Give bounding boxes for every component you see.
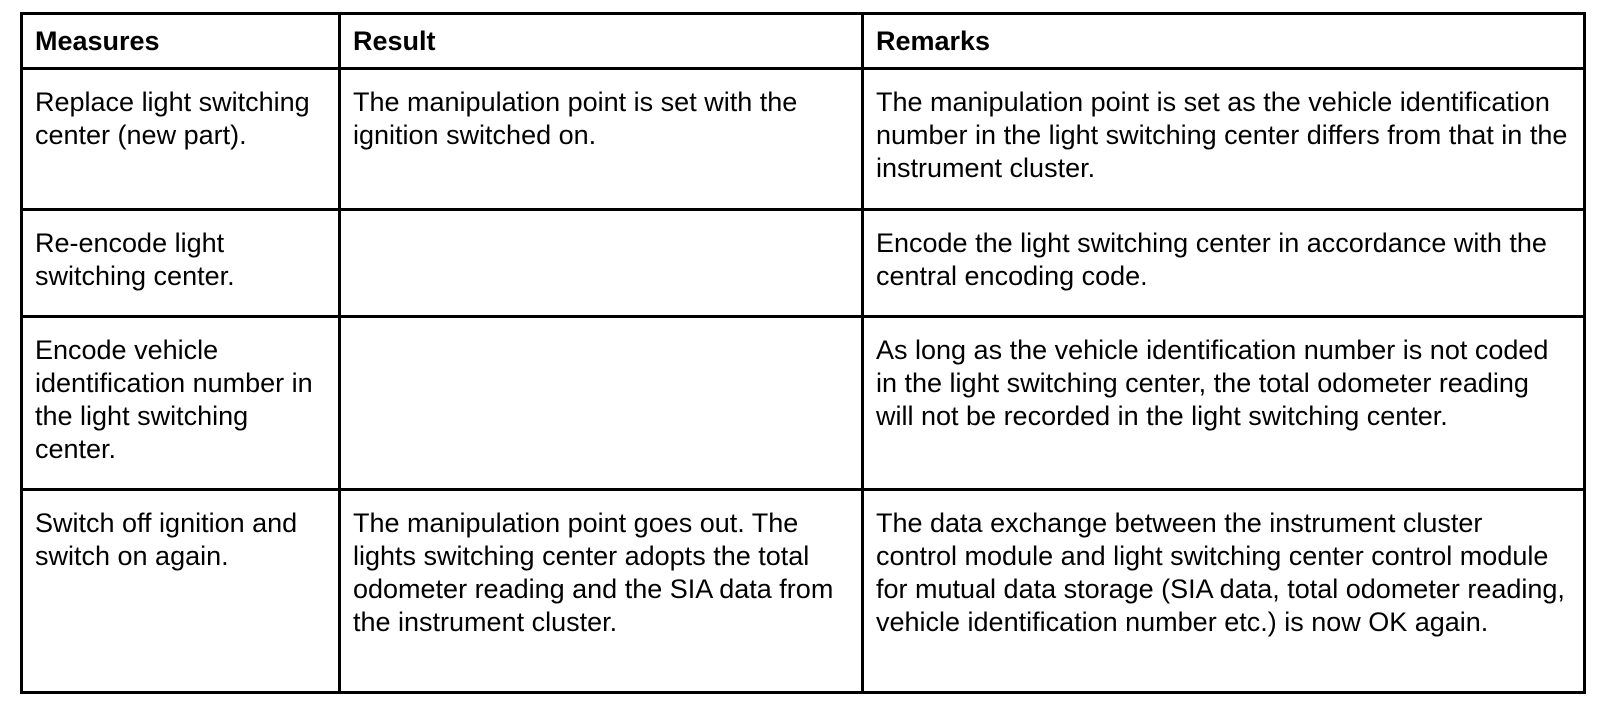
column-header-remarks: Remarks xyxy=(863,14,1585,69)
cell-measures: Switch off ignition and switch on again. xyxy=(22,490,340,693)
cell-measures: Re-encode light switching center. xyxy=(22,210,340,317)
cell-remarks: Encode the light switching center in accordance with the central encoding code. xyxy=(863,210,1585,317)
cell-result: The manipulation point goes out. The lights switching center adopts the total odometer reading and the SIA data from the instrument cluster. xyxy=(340,490,863,693)
cell-measures: Replace light switching center (new part). xyxy=(22,69,340,210)
table-row xyxy=(22,490,1585,693)
measures-result-remarks-table xyxy=(20,12,1586,694)
cell-result xyxy=(340,210,863,317)
cell-remarks: The data exchange between the instrument cluster control module and light switching center control module for mutual data storage (SIA data, total odometer reading, vehicle identification number etc.) is now OK again. xyxy=(863,490,1585,693)
table-row xyxy=(22,210,1585,317)
column-header-result: Result xyxy=(340,14,863,69)
cell-remarks: As long as the vehicle identification number is not coded in the light switching center, the total odometer reading will not be recorded in the light switching center. xyxy=(863,317,1585,490)
column-header-measures: Measures xyxy=(22,14,340,69)
table-header-row xyxy=(22,14,1585,69)
cell-result xyxy=(340,317,863,490)
cell-result: The manipulation point is set with the ignition switched on. xyxy=(340,69,863,210)
cell-remarks: The manipulation point is set as the vehicle identification number in the light switching center differs from that in the instrument cluster. xyxy=(863,69,1585,210)
table-row xyxy=(22,317,1585,490)
cell-measures: Encode vehicle identification number in the light switching center. xyxy=(22,317,340,490)
table-row xyxy=(22,69,1585,210)
